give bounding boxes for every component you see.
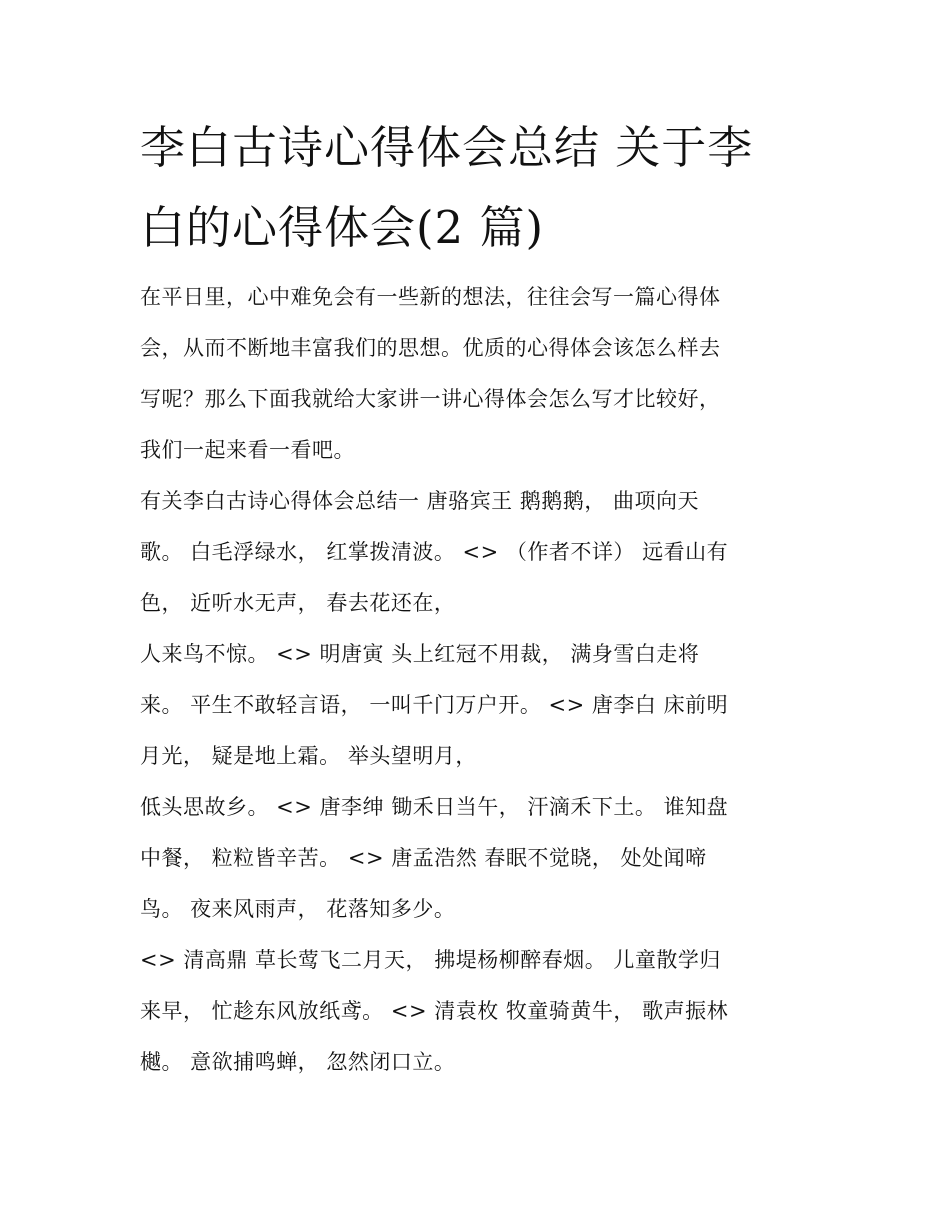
paragraph-poems-2 [140, 629, 820, 782]
text-line: 写呢？那么下面我就给大家讲一讲心得体会怎么写才比较好， [140, 387, 721, 411]
paragraph-poems-4 [140, 935, 820, 1088]
text-line: 在平日里，心中难免会有一些新的想法，往往会写一篇心得体 [140, 285, 721, 309]
title-line: 李白古诗心得体会总结 关于李 [140, 121, 754, 174]
paragraph-intro [140, 272, 820, 476]
text-line: 中餐， 粒粒皆辛苦。 <> 唐孟浩然 春眠不觉晓， 处处闻啼 [140, 846, 707, 870]
text-line: 我们一起来看一看吧。 [140, 438, 355, 462]
text-line: 人来鸟不惊。 <> 明唐寅 头上红冠不用裁， 满身雪白走将 [140, 642, 700, 666]
text-line: <> 清高鼎 草长莺飞二月天， 拂堤杨柳醉春烟。 儿童散学归 [140, 948, 721, 972]
text-line: 月光， 疑是地上霜。 举头望明月， [140, 744, 477, 768]
text-line: 有关李白古诗心得体会总结一 唐骆宾王 鹅鹅鹅， 曲项向天 [140, 489, 700, 513]
text-line: 色， 近听水无声， 春去花还在， [140, 591, 456, 615]
text-line: 低头思故乡。 <> 唐李绅 锄禾日当午， 汗滴禾下土。 谁知盘 [140, 795, 729, 819]
document-page [140, 108, 820, 1088]
text-line: 来。 平生不敢轻言语， 一叫千门万户开。 <> 唐李白 床前明 [140, 693, 729, 717]
document-title [140, 108, 820, 268]
text-line: 樾。 意欲捕鸣蝉， 忽然闭口立。 [140, 1050, 456, 1074]
paragraph-poems-3 [140, 782, 820, 935]
text-line: 鸟。 夜来风雨声， 花落知多少。 [140, 897, 456, 921]
text-line: 会，从而不断地丰富我们的思想。优质的心得体会该怎么样去 [140, 336, 721, 360]
text-line: 来早， 忙趁东风放纸鸢。 <> 清袁枚 牧童骑黄牛， 歌声振林 [140, 999, 729, 1023]
text-line: 歌。 白毛浮绿水， 红掌拨清波。 <> （作者不详） 远看山有 [140, 540, 729, 564]
paragraph-poems-1 [140, 476, 820, 629]
title-line: 白的心得体会(2 篇) [140, 201, 545, 254]
